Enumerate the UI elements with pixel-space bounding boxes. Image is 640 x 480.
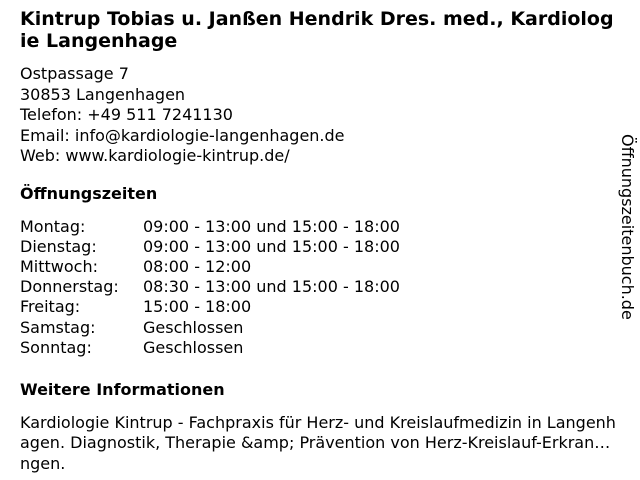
hours-day: Freitag:: [20, 297, 81, 317]
hours-time: 09:00 - 13:00 und 15:00 - 18:00: [143, 236, 400, 256]
hours-row-tuesday: [20, 237, 616, 257]
phone-line[interactable]: Telefon: +49 511 7241130: [20, 105, 233, 124]
hours-row-monday: [20, 217, 616, 237]
hours-time: Geschlossen: [143, 337, 244, 357]
address-street: Ostpassage 7: [20, 64, 129, 83]
hours-day: Mittwoch:: [20, 256, 98, 276]
hours-time: 09:00 - 13:00 und 15:00 - 18:00: [143, 216, 400, 236]
hours-row-thursday: [20, 277, 616, 297]
hours-table: [20, 217, 616, 358]
web-line[interactable]: Web: www.kardiologie-kintrup.de/: [20, 146, 290, 165]
site-watermark-label: Öffnungszeitenbuch.de: [618, 134, 637, 320]
hours-day: Montag:: [20, 216, 86, 236]
info-heading: Weitere Informationen: [20, 379, 225, 399]
address-block: [20, 64, 616, 167]
description-text: Kardiologie Kintrup - Fachpraxis für Herz- und Kreislaufmedizin in Langenhagen. Diagnostik, Therapie &amp; Prävention von Herz-Kreislauf-Erkrankungen.: [20, 412, 616, 473]
hours-heading: Öffnungszeiten: [20, 183, 158, 203]
email-line[interactable]: Email: info@kardiologie-langenhagen.de: [20, 125, 345, 145]
hours-time: 08:30 - 13:00 und 15:00 - 18:00: [143, 277, 400, 297]
hours-row-sunday: [20, 338, 616, 358]
hours-day: Donnerstag:: [20, 277, 119, 297]
address-city: 30853 Langenhagen: [20, 84, 186, 104]
hours-row-friday: [20, 297, 616, 317]
hours-row-wednesday: [20, 257, 616, 277]
hours-day: Samstag:: [20, 317, 96, 337]
hours-time: Geschlossen: [143, 317, 244, 337]
hours-time: 08:00 - 12:00: [143, 256, 252, 276]
practice-card: [20, 8, 616, 473]
hours-time: 15:00 - 18:00: [143, 297, 252, 317]
hours-row-saturday: [20, 318, 616, 338]
page-title: Kintrup Tobias u. Janßen Hendrik Dres. med., Kardiologie Langenhage: [20, 8, 614, 52]
hours-day: Sonntag:: [20, 337, 92, 357]
hours-day: Dienstag:: [20, 236, 97, 256]
